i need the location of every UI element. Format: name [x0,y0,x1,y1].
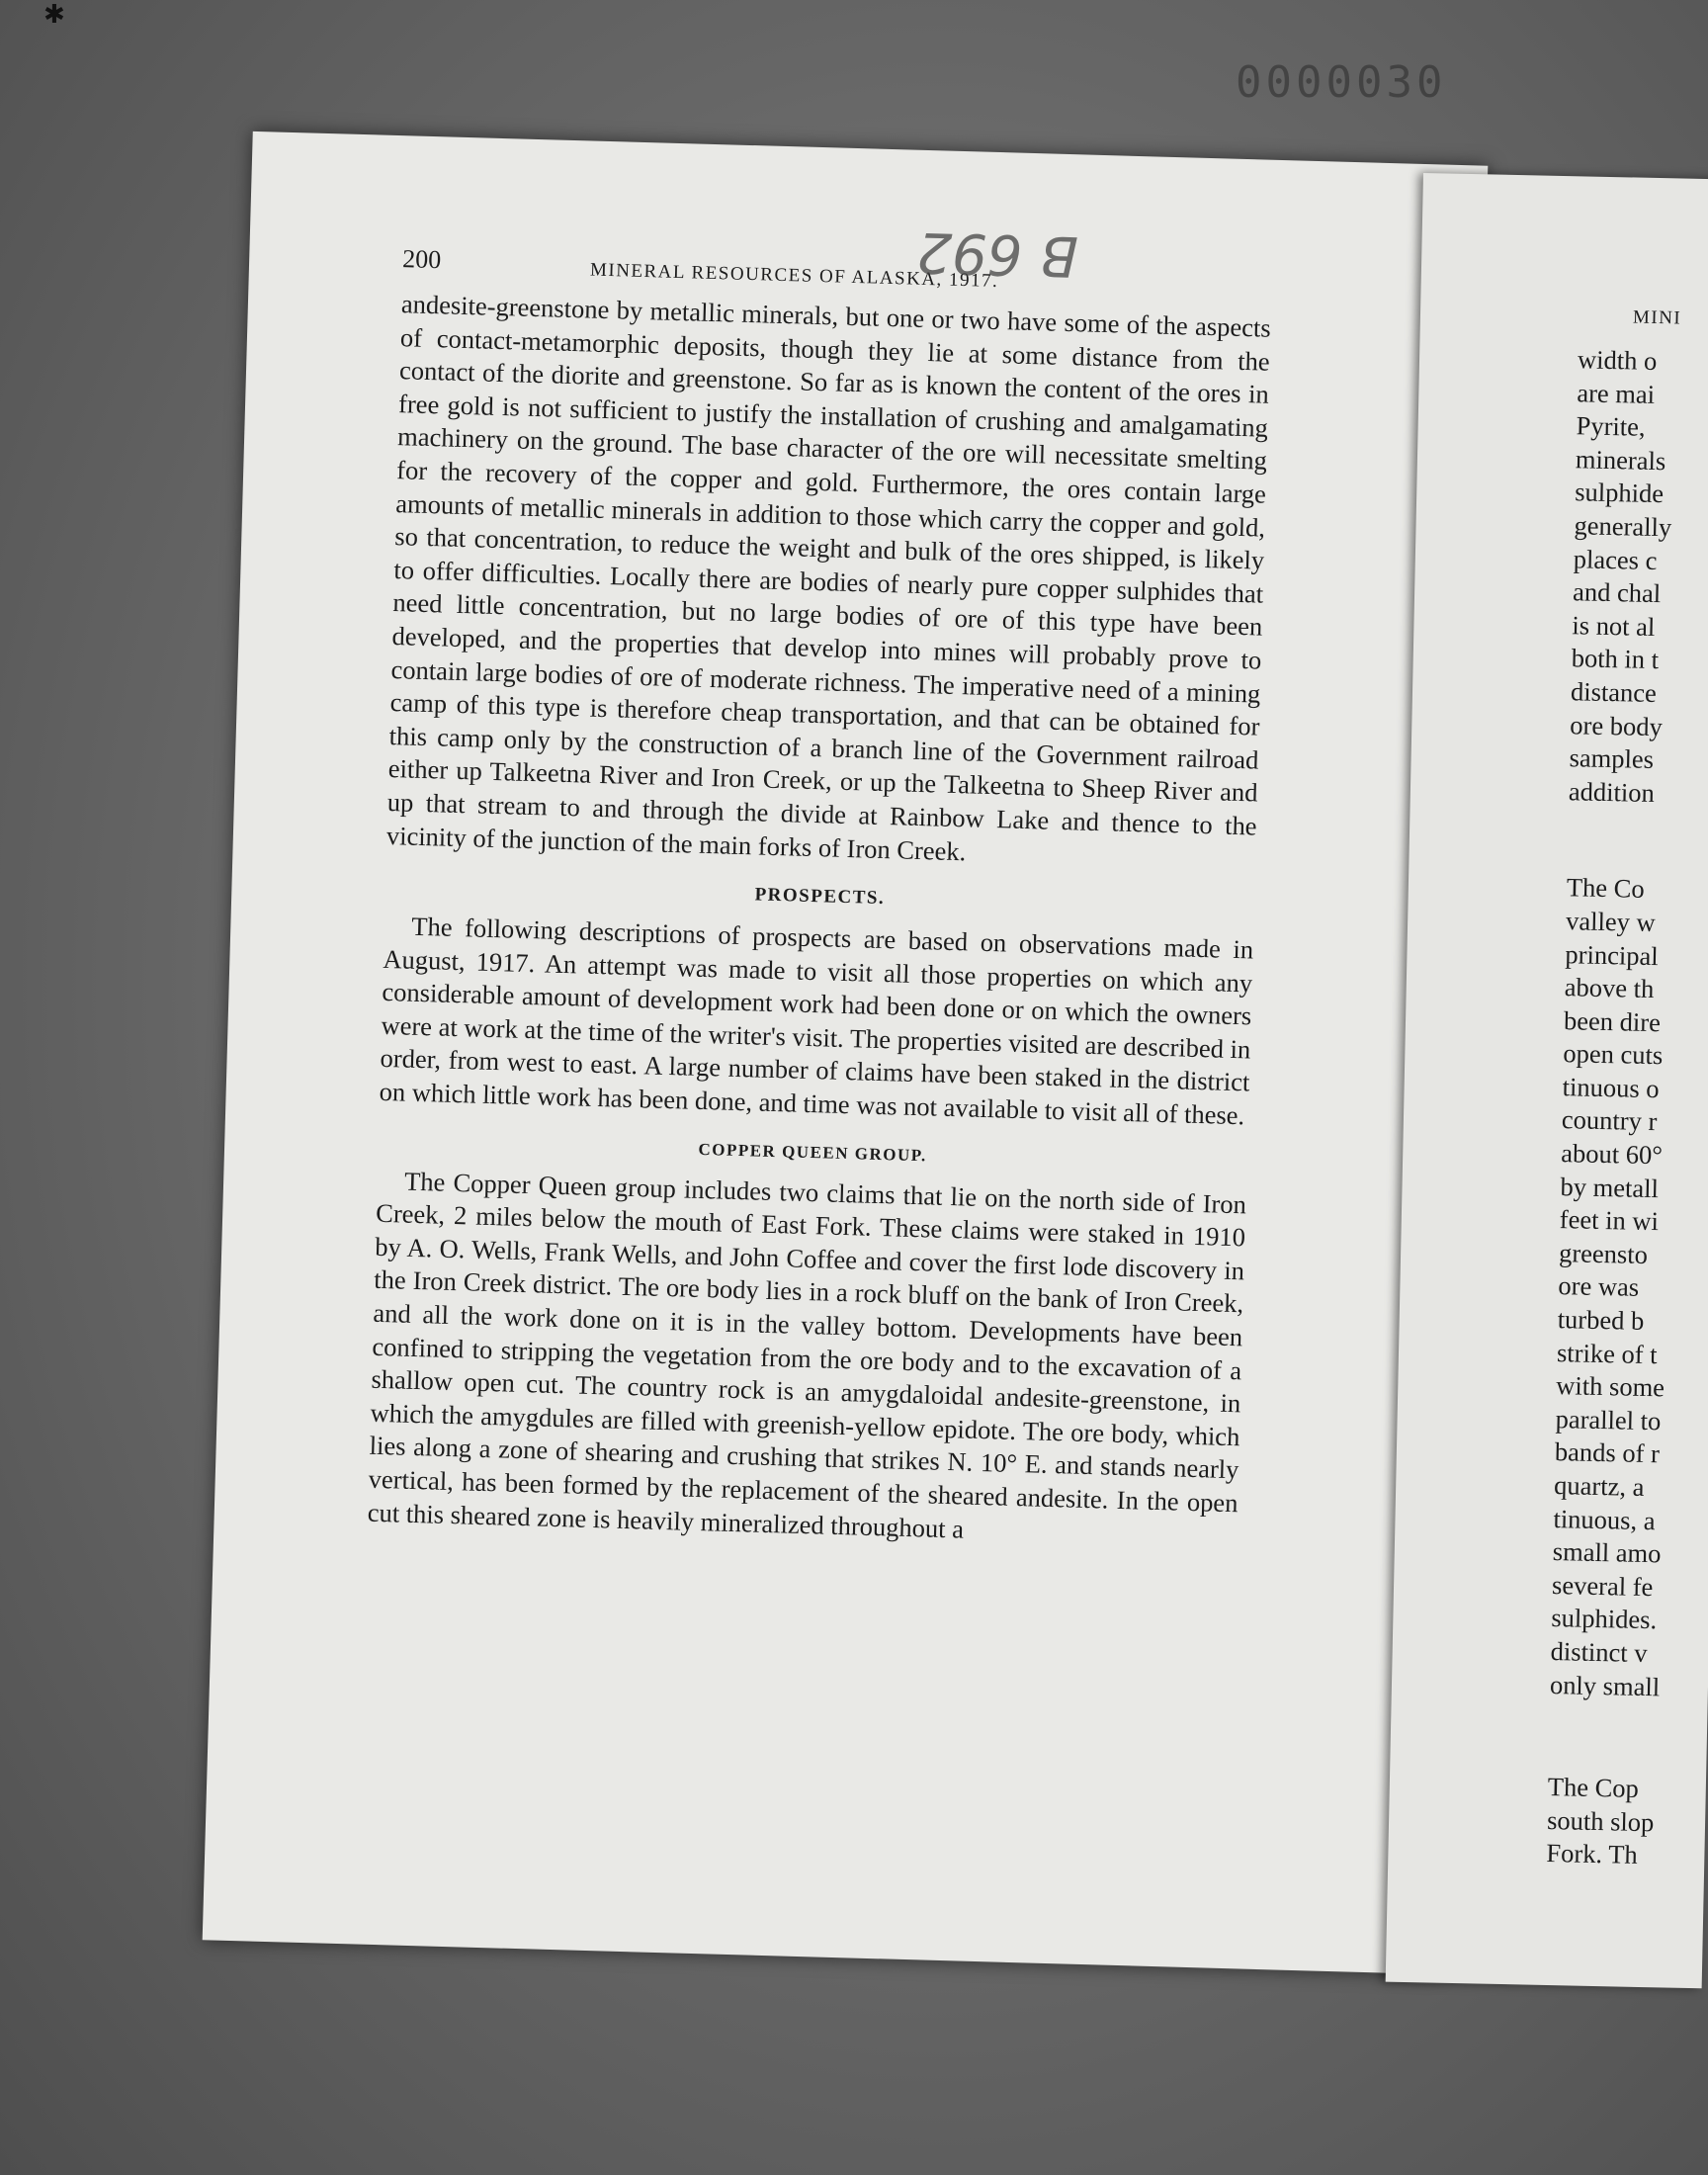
copper-queen-paragraph: The Copper Queen group includes two claims that lie on the north side of Iron Creek, 2 miles below the mouth of East Fork. These claims were staked in 1910 by A. O. Wells, Frank Wells, and John Coffee and cover the first lode discovery in the Iron Creek district. The ore body lies in a rock bluff on the bank of Iron Creek, and all the work done on it is in the valley bottom. Developments have been confined to stripping the vegetation from the ore body and to the excavation of a shallow open cut. The country rock is an amygdaloidal andesite-greenstone, in which the amygdules are filled with greenish-yellow epidote. The ore body, which lies along a zone of shearing and crushing that strikes N. 10° E. and stands nearly vertical, has been formed by the replacement of the sheared andesite. In the open cut this sheared zone is heavily mineralized throughout a [367,1166,1247,1544]
adjacent-text-line: minerals [1575,444,1666,476]
adjacent-text-line: several fe [1551,1569,1654,1602]
adjacent-text-line: tinuous o [1562,1072,1660,1104]
adjacent-text-line: only small [1549,1669,1661,1701]
adjacent-text-line: sulphide [1574,477,1665,509]
archive-stamp: 0000030 [1236,57,1447,108]
page-number: 200 [401,244,442,275]
adjacent-gap [1567,809,1708,876]
adjacent-text-line: principal [1565,938,1659,971]
prospects-heading: PROSPECTS. [754,884,886,910]
adjacent-text-line: generally [1574,510,1672,543]
page-content [367,218,1272,1553]
adjacent-text-line: greensto [1558,1237,1649,1269]
adjacent-text-line: is not al [1572,610,1656,642]
adjacent-text-line: been dire [1563,1004,1662,1037]
adjacent-page [1386,173,1708,1988]
adjacent-text-line: about 60° [1560,1138,1664,1171]
adjacent-text-line: are mai [1577,377,1656,409]
adjacent-text-line: strike of t [1556,1337,1658,1369]
adjacent-text-line: feet in wi [1559,1204,1660,1237]
adjacent-text-line: ore was [1558,1270,1640,1303]
corner-mark: ✱ [43,0,65,30]
adjacent-text-line: small amo [1552,1536,1662,1569]
adjacent-block-3 [1546,1771,1708,1874]
adjacent-gap [1548,1701,1708,1775]
adjacent-block-2 [1550,872,1708,1706]
handwritten-note: B 692 [915,218,1079,289]
adjacent-text-line: distinct v [1550,1635,1648,1669]
adjacent-text-line: above th [1564,972,1655,1004]
adjacent-text-line: country r [1561,1104,1658,1137]
adjacent-text-line: The Co [1566,872,1645,905]
adjacent-text-line: both in t [1571,643,1660,675]
copper-queen-heading: COPPER QUEEN GROUP. [698,1139,928,1166]
adjacent-text-line: by metall [1560,1171,1660,1203]
adjacent-text-line: sulphides. [1551,1603,1658,1635]
adjacent-page-content [1546,300,1708,1874]
running-header-title: MINERAL RESOURCES OF ALASKA, 1917. [589,259,999,293]
adjacent-text-line: open cuts [1563,1038,1664,1071]
adjacent-text-line: tinuous, a [1553,1503,1656,1535]
adjacent-text-line: places c [1573,543,1658,575]
adjacent-text-line: and chal [1572,576,1662,609]
adjacent-text-line: ore body [1570,709,1664,741]
adjacent-text-line: with some [1556,1370,1665,1403]
adjacent-text-line: south slop [1546,1804,1655,1837]
adjacent-text-line: parallel to [1555,1403,1662,1436]
adjacent-text-line: width o [1577,344,1658,376]
prospects-paragraph: The following descriptions of prospects are based on observations made in August, 1917. An attempt was made to visit all those properties on which any considerable amount of development work had been done or on which the owners were at work at the time of the writer's visit. The properties visited are described in order, from west to east. A large number of claims have been staked in the district on which little work has been done, and time was not available to visit all of these. [379,911,1254,1131]
adjacent-text-line: quartz, a [1553,1470,1645,1502]
intro-paragraph: andesite-greenstone by metallic minerals, but one or two have some of the aspects of contact-metamorphic deposits, though they lie at some distance from the contact of the diorite and greenstone. So far as is known the content of the ores in free gold is not sufficient to justify the installation of crushing and amalgamating machinery on the ground. The base character of the ore will necessitate smelting for the recovery of the copper and gold. Furthermore, the ores contain large amounts of metallic minerals in addition to those which carry the copper and gold, so that concentration, to reduce the weight and bulk of the ores shipped, is likely to offer difficulties. Locally there are bodies of nearly pure copper sulphides that need little concentration, but no large bodies of ore of this type have been developed, and the properties that develop into mines will probably prove to contain large bodies of ore of moderate richness. The imperative need of a mining camp of this type is therefore cheap transportation, and that can be obtained for this camp only by the construction of a branch line of the Government railroad either up Talkeetna River and Iron Creek, or up the Talkeetna to Sheep River and up that stream to and through the divide at Rainbow Lake and thence to the vicinity of the junction of the main forks of Iron Creek. [385,289,1272,866]
adjacent-block-1 [1569,343,1708,812]
adjacent-text-line: samples [1569,742,1655,775]
adjacent-text-line: bands of r [1554,1436,1661,1469]
adjacent-text-line: turbed b [1557,1304,1645,1336]
adjacent-text-line: addition [1568,775,1656,808]
adjacent-text-line: Pyrite, [1576,410,1646,442]
adjacent-text-line: distance [1570,676,1658,708]
adjacent-text-line: Fork. Th [1546,1838,1639,1870]
adjacent-text-line: The Cop [1547,1772,1640,1804]
adjacent-text-line: valley w [1565,906,1657,937]
main-page [203,131,1489,1974]
adjacent-running-header: MINI [1632,306,1682,329]
